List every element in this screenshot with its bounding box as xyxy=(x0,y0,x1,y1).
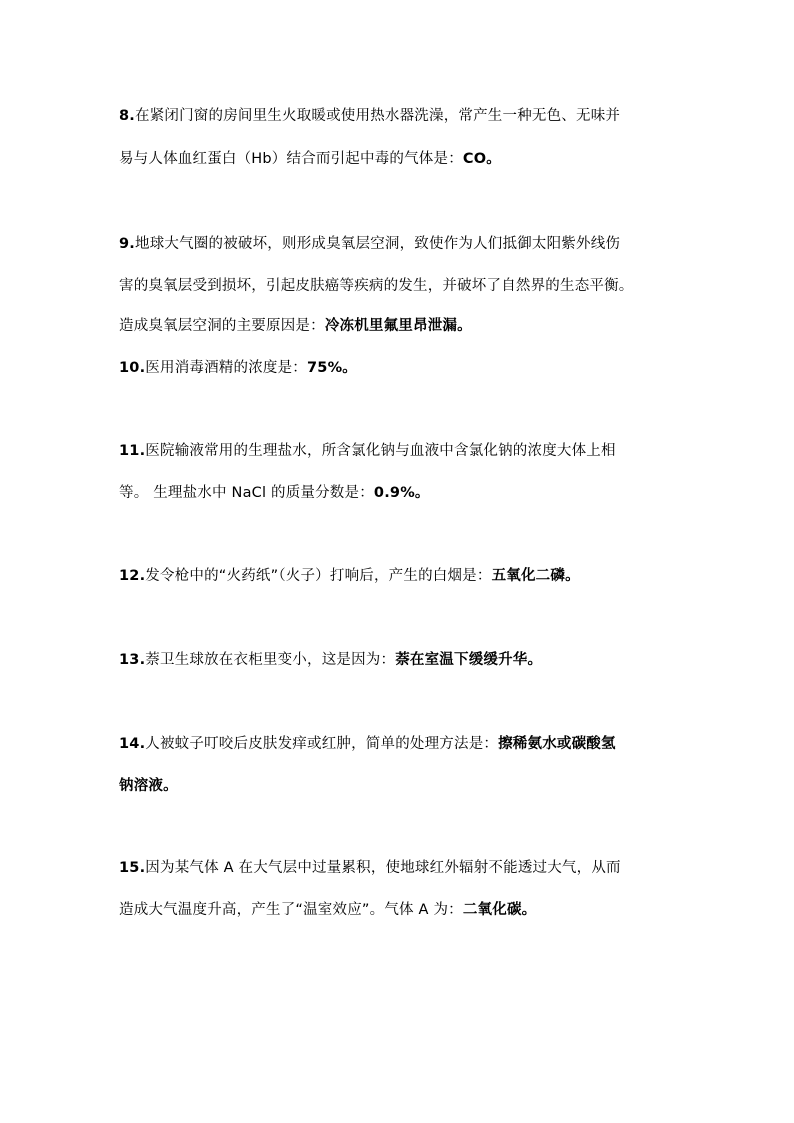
question-text: 易与人体血红蛋白（Hb）结合而引起中毒的气体是： xyxy=(119,151,463,167)
question-12 xyxy=(119,566,679,586)
question-9 xyxy=(119,234,679,336)
question-number: 14. xyxy=(119,736,146,752)
question-11-line-2 xyxy=(119,483,679,503)
question-12-line-1 xyxy=(119,566,679,586)
question-14-line-2 xyxy=(119,776,679,796)
question-10-line-1 xyxy=(119,358,679,378)
question-14 xyxy=(119,734,679,796)
question-number: 15. xyxy=(119,860,146,876)
question-13-line-1 xyxy=(119,650,679,670)
answer-text: 五氧化二磷。 xyxy=(491,568,580,584)
question-15-line-1 xyxy=(119,858,679,878)
question-text: 在紧闭门窗的房间里生火取暖或使用热水器洗澡，常产生一种无色、无味并 xyxy=(135,108,621,124)
question-14-line-1 xyxy=(119,734,679,754)
answer-text: 萘在室温下缓缓升华。 xyxy=(395,652,543,668)
answer-text: 二氧化碳。 xyxy=(462,902,537,918)
question-11 xyxy=(119,441,679,503)
question-11-line-1 xyxy=(119,441,679,461)
question-text: 医院输液常用的生理盐水，所含氯化钠与血液中含氯化钠的浓度大体上相 xyxy=(145,443,616,459)
question-text: 人被蚊子叮咬后皮肤发痒或红肿，简单的处理方法是： xyxy=(145,736,499,752)
answer-text: 冷冻机里氟里昂泄漏。 xyxy=(324,318,472,334)
question-text: 发令枪中的“火药纸”（火子）打响后，产生的白烟是： xyxy=(145,568,492,584)
question-text: 地球大气圈的被破坏，则形成臭氧层空洞，致使作为人们抵御太阳紫外线伤 xyxy=(135,236,621,252)
question-text: 医用消毒酒精的浓度是： xyxy=(145,360,307,376)
question-15 xyxy=(119,858,679,920)
answer-text: 75%。 xyxy=(307,360,358,376)
question-text: 等。 生理盐水中 NaCl 的质量分数是： xyxy=(119,485,374,501)
question-8-line-2 xyxy=(119,149,679,169)
question-number: 12. xyxy=(119,568,146,584)
question-10 xyxy=(119,358,679,378)
question-13 xyxy=(119,650,679,670)
question-number: 13. xyxy=(119,652,146,668)
answer-text: 0.9%。 xyxy=(373,485,430,501)
answer-text: CO。 xyxy=(462,151,501,167)
question-number: 10. xyxy=(119,360,146,376)
question-text: 造成大气温度升高，产生了“温室效应”。气体 A 为： xyxy=(119,902,463,918)
question-15-line-2 xyxy=(119,900,679,920)
question-number: 11. xyxy=(119,443,146,459)
question-9-line-1 xyxy=(119,234,679,254)
question-number: 8. xyxy=(119,108,135,124)
answer-text: 钠溶液。 xyxy=(119,778,178,794)
question-text: 因为某气体 A 在大气层中过量累积，使地球红外辐射不能透过大气，从而 xyxy=(145,860,621,876)
question-text: 萘卫生球放在衣柜里变小，这是因为： xyxy=(145,652,396,668)
question-9-line-3 xyxy=(119,316,679,336)
question-8-line-1 xyxy=(119,106,679,126)
question-text: 害的臭氧层受到损坏，引起皮肤癌等疾病的发生，并破坏了自然界的生态平衡。 xyxy=(119,278,634,294)
question-text: 造成臭氧层空洞的主要原因是： xyxy=(119,318,325,334)
question-8 xyxy=(119,106,679,169)
answer-text: 擦稀氨水或碳酸氢 xyxy=(498,736,616,752)
question-number: 9. xyxy=(119,236,135,252)
question-9-line-2 xyxy=(119,276,679,296)
